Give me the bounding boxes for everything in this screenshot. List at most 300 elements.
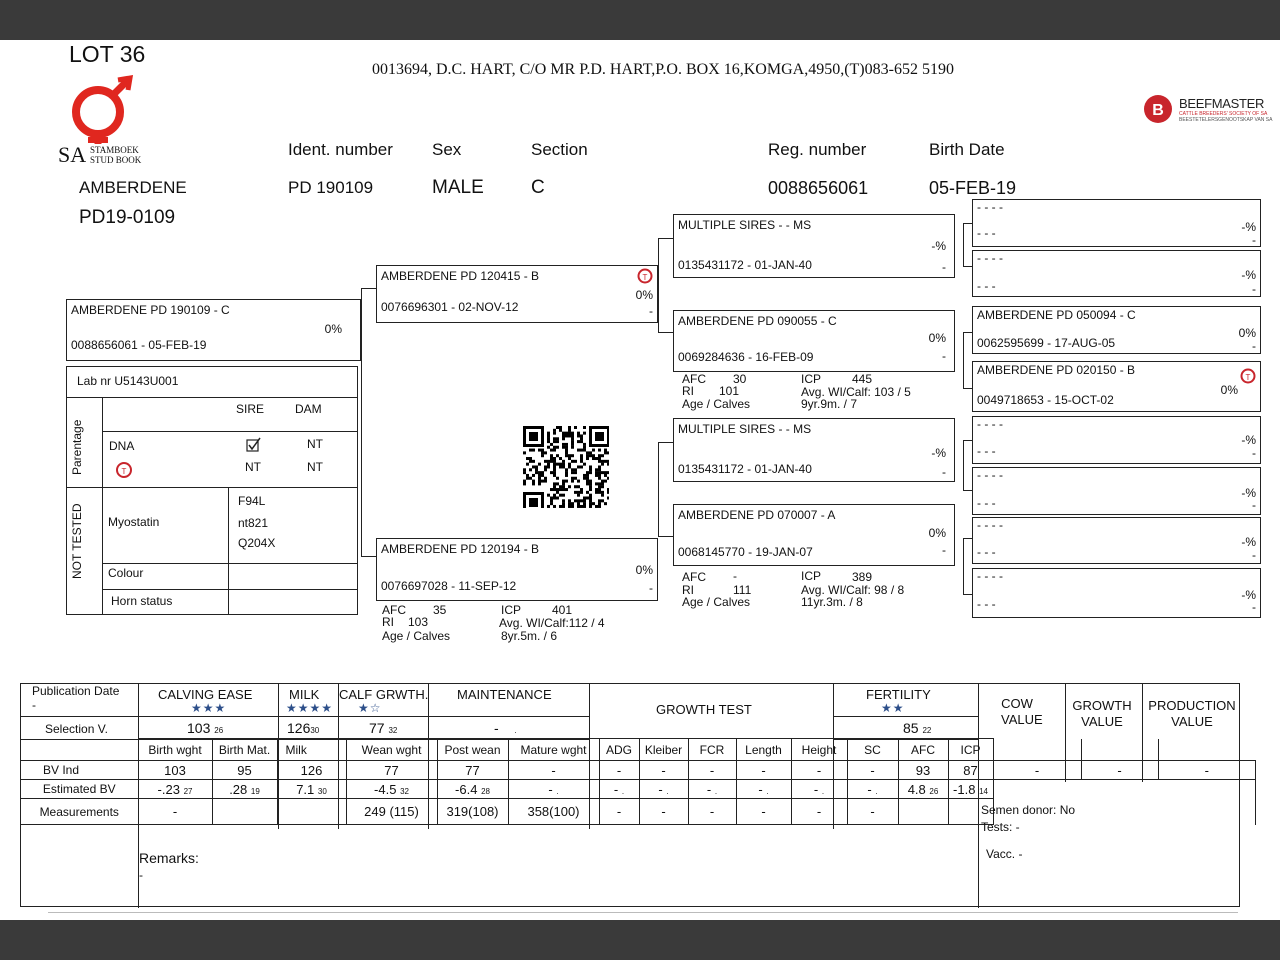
bv-ind-value-cell: - bbox=[1081, 761, 1158, 780]
est-accuracy: . bbox=[666, 786, 669, 796]
ds-pct: -% bbox=[931, 446, 946, 460]
top-bar bbox=[0, 0, 1280, 40]
est-value: - bbox=[548, 781, 553, 797]
dam-wi: Avg. WI/Calf:112 / 4 bbox=[499, 616, 605, 630]
connector bbox=[963, 538, 972, 539]
sd-age-label: Age / Calves bbox=[682, 397, 751, 411]
not-tested-label: NOT TESTED bbox=[70, 503, 84, 579]
dd-age: 11yr.3m. / 8 bbox=[801, 595, 863, 609]
connector bbox=[658, 332, 673, 333]
connector bbox=[361, 288, 377, 289]
sd-icp: 445 bbox=[852, 372, 873, 386]
connector bbox=[658, 442, 659, 536]
ss-name: MULTIPLE SIRES - - MS bbox=[678, 218, 812, 232]
pedigree-self bbox=[66, 299, 361, 361]
dd-wi: Avg. WI/Calf: 98 / 8 bbox=[801, 583, 905, 597]
dd-afc-label: AFC bbox=[682, 570, 706, 584]
studbook-text: STUD BOOK bbox=[90, 155, 142, 165]
g3-pct: -% bbox=[1241, 535, 1256, 549]
parentage-label: Parentage bbox=[70, 419, 84, 475]
bv-ind-value-cell: - bbox=[993, 761, 1081, 780]
col-length: Length bbox=[736, 739, 791, 761]
sel-fert-acc: 22 bbox=[922, 726, 932, 735]
est-cell bbox=[212, 780, 277, 799]
dam-ri: 103 bbox=[408, 615, 429, 629]
est-accuracy: 32 bbox=[400, 786, 409, 796]
measurement-cell: - bbox=[138, 799, 212, 825]
pedigree-sire-dam bbox=[673, 310, 955, 372]
col-wean-wght: Wean wght bbox=[346, 739, 437, 761]
tests: Tests: - bbox=[981, 820, 1020, 834]
est-value: -6.4 bbox=[455, 781, 478, 797]
est-cell bbox=[346, 780, 437, 799]
pedigree-g3-3 bbox=[972, 306, 1261, 354]
dna-label: DNA bbox=[109, 439, 135, 453]
remarks-label: Remarks: bbox=[139, 850, 199, 866]
g3-reg: - - - bbox=[977, 597, 996, 611]
sel-calf-acc: 32 bbox=[388, 726, 398, 735]
g3-pct: 0% bbox=[1220, 383, 1238, 397]
stamboek-text: STAMBOEK bbox=[90, 145, 139, 155]
sd-ri: 101 bbox=[719, 384, 740, 398]
selection-label: Selection V. bbox=[45, 722, 108, 736]
bv-ind-cell: - bbox=[688, 761, 736, 780]
section-label: Section bbox=[531, 140, 588, 159]
connector bbox=[963, 594, 972, 595]
sel-fert bbox=[903, 720, 931, 736]
colour-label: Colour bbox=[108, 566, 144, 580]
sel-maint bbox=[494, 720, 516, 736]
bv-ind-cell: 93 bbox=[898, 761, 948, 780]
bv-ind-cell: 103 bbox=[138, 761, 212, 780]
est-value: - bbox=[813, 781, 819, 797]
col-icp: ICP bbox=[948, 739, 993, 761]
gt-icon bbox=[637, 268, 653, 284]
pedigree-g3-7 bbox=[972, 517, 1261, 564]
est-cell bbox=[599, 780, 639, 799]
connector bbox=[963, 332, 972, 333]
connector bbox=[658, 536, 673, 537]
dam-afc-label: AFC bbox=[382, 603, 406, 617]
birth-label: Birth Date bbox=[929, 140, 1005, 159]
ident-label: Ident. number bbox=[288, 140, 393, 159]
fertility-label: FERTILITY bbox=[866, 687, 931, 702]
sa-studbook-logo bbox=[58, 74, 162, 167]
growth-value-label: GROWTH VALUE bbox=[1072, 698, 1132, 729]
est-value: -1.8 bbox=[953, 781, 976, 797]
myo-value-2: nt821 bbox=[238, 516, 269, 530]
svg-text:T: T bbox=[121, 467, 127, 476]
divider bbox=[67, 487, 357, 488]
g3-pct: -% bbox=[1241, 433, 1256, 447]
blank-cell bbox=[1158, 739, 1256, 761]
dam-icp-label: ICP bbox=[501, 603, 522, 617]
col-milk: Milk bbox=[277, 739, 346, 761]
connector bbox=[658, 442, 673, 443]
est-cell bbox=[437, 780, 508, 799]
est-cell bbox=[508, 780, 599, 799]
dna-dam: NT bbox=[307, 437, 323, 451]
dam-icp: 401 bbox=[552, 603, 573, 617]
connector bbox=[361, 556, 377, 557]
est-value: - bbox=[658, 781, 663, 797]
dam-ri-label: RI bbox=[382, 615, 394, 629]
est-accuracy: . bbox=[875, 786, 878, 796]
sire-reg: 0076696301 - 02-NOV-12 bbox=[381, 300, 519, 314]
myostatin-label: Myostatin bbox=[108, 515, 160, 529]
sa-text: SA bbox=[58, 142, 87, 167]
bv-ind-cell: - bbox=[599, 761, 639, 780]
sel-milk-acc: 30 bbox=[310, 726, 320, 735]
ss-dash: - bbox=[942, 260, 946, 274]
g3-name: - - - - bbox=[977, 417, 1003, 431]
remarks-value: - bbox=[139, 868, 143, 882]
est-accuracy: 19 bbox=[250, 786, 260, 796]
g3-reg: - - - bbox=[977, 496, 996, 510]
est-accuracy: . bbox=[556, 786, 559, 796]
g3-pct: -% bbox=[1241, 486, 1256, 500]
measurement-cell: - bbox=[639, 799, 688, 825]
g3-name: AMBERDENE PD 020150 - B bbox=[977, 363, 1136, 377]
dd-pct: 0% bbox=[928, 526, 946, 540]
connector bbox=[963, 388, 972, 389]
est-cell bbox=[791, 780, 847, 799]
divider bbox=[102, 563, 357, 564]
measurement-cell: - bbox=[599, 799, 639, 825]
g3-dash: - bbox=[1252, 600, 1256, 614]
connector bbox=[963, 538, 964, 594]
beefmaster-logo bbox=[1143, 92, 1273, 128]
g3-dash: - bbox=[1252, 446, 1256, 460]
g3-dash: - bbox=[1252, 233, 1256, 247]
beefmaster-name: BEEFMASTER bbox=[1179, 96, 1265, 111]
sd-reg: 0069284636 - 16-FEB-09 bbox=[678, 350, 814, 364]
myo-value-1: F94L bbox=[238, 494, 266, 508]
sel-fert-value: 85 bbox=[903, 720, 919, 736]
est-value: -4.5 bbox=[374, 781, 397, 797]
sex-value: MALE bbox=[432, 177, 484, 198]
g3-reg: - - - bbox=[977, 545, 996, 559]
dd-ri: 111 bbox=[733, 583, 752, 597]
semen-donor: Semen donor: No bbox=[981, 803, 1076, 817]
divider bbox=[138, 716, 589, 717]
connector bbox=[361, 288, 362, 556]
bv-ind-cell: 77 bbox=[346, 761, 437, 780]
bv-ind-value-cell: - bbox=[1158, 761, 1256, 780]
est-value: - bbox=[758, 781, 763, 797]
dd-name: AMBERDENE PD 070007 - A bbox=[678, 508, 836, 522]
g3-pct: -% bbox=[1241, 268, 1256, 282]
sire-col: SIRE bbox=[236, 402, 265, 416]
sire-dash: - bbox=[649, 304, 653, 318]
lot-number: LOT 36 bbox=[69, 41, 146, 67]
col-birth-wght: Birth wght bbox=[138, 739, 212, 761]
estimated-bv-label: Estimated BV bbox=[21, 780, 139, 799]
connector bbox=[963, 490, 972, 491]
dd-afc: - bbox=[733, 569, 737, 583]
col-sc: SC bbox=[847, 739, 898, 761]
measurement-cell bbox=[277, 799, 346, 825]
est-accuracy: 26 bbox=[929, 786, 939, 796]
sel-milk bbox=[287, 720, 319, 736]
sd-name: AMBERDENE PD 090055 - C bbox=[678, 314, 837, 328]
dam-age-label: Age / Calves bbox=[382, 629, 451, 643]
dam-afc: 35 bbox=[433, 603, 447, 617]
ds-reg: 0135431172 - 01-JAN-40 bbox=[678, 462, 812, 476]
sel-calf-value: 77 bbox=[369, 720, 385, 736]
measurement-cell: 249 (115) bbox=[346, 799, 437, 825]
dd-dash: - bbox=[942, 543, 946, 557]
milk-stars: ★★★★ bbox=[286, 701, 334, 715]
estimated-bv-row bbox=[21, 780, 1256, 799]
sel-calf bbox=[369, 720, 397, 736]
bottom-bar bbox=[0, 920, 1280, 960]
connector bbox=[963, 332, 964, 388]
footer-rule bbox=[48, 912, 1238, 913]
blank-cell bbox=[1081, 739, 1158, 761]
g3-name: AMBERDENE PD 050094 - C bbox=[977, 308, 1136, 322]
bv-ind-cell: 87 bbox=[948, 761, 993, 780]
est-cell bbox=[688, 780, 736, 799]
sd-afc-label: AFC bbox=[682, 372, 706, 386]
est-value: - bbox=[706, 781, 712, 797]
connector bbox=[963, 266, 972, 267]
blank-cell bbox=[993, 780, 1256, 799]
qr-code[interactable] bbox=[523, 426, 609, 508]
bv-ind-cell: - bbox=[847, 761, 898, 780]
sel-maint-acc: . bbox=[514, 726, 517, 735]
col-fcr: FCR bbox=[688, 739, 736, 761]
sd-pct: 0% bbox=[928, 331, 946, 345]
est-value: -.23 bbox=[157, 781, 180, 797]
bv-ind-cell: - bbox=[508, 761, 599, 780]
col-kleiber: Kleiber bbox=[639, 739, 688, 761]
divider bbox=[102, 431, 357, 432]
reg-value: 0088656061 bbox=[768, 178, 869, 198]
gt-icon bbox=[1240, 368, 1256, 384]
row2-dam: NT bbox=[307, 460, 323, 474]
calving-stars: ★★★ bbox=[191, 701, 227, 715]
pedigree-g3-8 bbox=[972, 568, 1261, 618]
stud-symbol-icon bbox=[68, 74, 138, 144]
svg-text:T: T bbox=[642, 273, 648, 282]
pedigree-g3-6 bbox=[972, 467, 1261, 515]
divider bbox=[102, 397, 103, 614]
col-birth-mat: Birth Mat. bbox=[212, 739, 277, 761]
sel-calving-acc: 26 bbox=[214, 726, 224, 735]
dd-icp: 389 bbox=[852, 570, 873, 584]
blank-cell bbox=[21, 739, 139, 761]
col-adg: ADG bbox=[599, 739, 639, 761]
g3-name: - - - - bbox=[977, 200, 1003, 214]
sd-icp-label: ICP bbox=[801, 372, 822, 386]
calf-growth-label: CALF GRWTH. bbox=[339, 687, 429, 702]
col-height: Height bbox=[791, 739, 847, 761]
measurements-label: Measurements bbox=[21, 799, 139, 825]
connector bbox=[963, 223, 972, 224]
vacc: Vacc. - bbox=[986, 847, 1023, 861]
measurement-cell: - bbox=[847, 799, 898, 825]
dam-pct: 0% bbox=[635, 563, 653, 577]
est-value: - bbox=[867, 781, 872, 797]
est-accuracy: . bbox=[766, 786, 769, 796]
column-header-row bbox=[21, 739, 1256, 761]
herd-name: AMBERDENE bbox=[79, 178, 187, 197]
bv-ind-row bbox=[21, 761, 1256, 780]
est-accuracy: . bbox=[821, 786, 825, 796]
est-value: 7.1 bbox=[296, 781, 315, 797]
cow-value-label: COW VALUE bbox=[1001, 696, 1043, 727]
dd-ri-label: RI bbox=[682, 583, 694, 597]
measurement-cell: - bbox=[791, 799, 847, 825]
divider bbox=[67, 397, 357, 398]
calving-ease-label: CALVING EASE bbox=[158, 687, 253, 702]
sel-maint-value: - bbox=[494, 720, 499, 736]
sel-calving-value: 103 bbox=[187, 720, 211, 736]
checkbox-checked-icon bbox=[246, 437, 262, 453]
pub-date-value: - bbox=[32, 698, 36, 712]
connector bbox=[658, 238, 673, 239]
lab-results bbox=[66, 366, 358, 615]
certificate-page bbox=[0, 40, 1280, 920]
lab-nr: Lab nr U5143U001 bbox=[77, 374, 179, 388]
breeder-info: 0013694, D.C. HART, C/O MR P.D. HART,P.O. BOX 16,KOMGA,4950,(T)083-652 5190 bbox=[372, 61, 954, 78]
g3-dash: - bbox=[1252, 339, 1256, 353]
g3-reg: - - - bbox=[977, 226, 996, 240]
ident-value: PD 190109 bbox=[288, 178, 374, 197]
g3-name: - - - - bbox=[977, 569, 1003, 583]
dd-icp-label: ICP bbox=[801, 569, 822, 583]
divider bbox=[102, 589, 357, 590]
dam-age: 8yr.5m. / 6 bbox=[501, 629, 558, 643]
est-accuracy: 27 bbox=[183, 786, 193, 796]
svg-text:B: B bbox=[1152, 102, 1164, 119]
beefmaster-tagline-af: BEESTETELERSGENOOTSKAP VAN SA bbox=[1179, 117, 1273, 123]
g3-name: - - - - bbox=[977, 518, 1003, 532]
est-cell bbox=[138, 780, 212, 799]
est-cell bbox=[736, 780, 791, 799]
dam-reg: 0076697028 - 11-SEP-12 bbox=[381, 579, 517, 593]
pedigree-sire-sire bbox=[673, 214, 955, 278]
g3-dash: - bbox=[1252, 548, 1256, 562]
beefmaster-b-icon bbox=[1143, 94, 1173, 124]
gt-icon bbox=[115, 461, 133, 479]
svg-text:T: T bbox=[1245, 373, 1251, 382]
col-post-wean: Post wean bbox=[437, 739, 508, 761]
connector bbox=[963, 440, 964, 490]
est-cell bbox=[898, 780, 948, 799]
g3-pct: -% bbox=[1241, 588, 1256, 602]
est-cell bbox=[277, 780, 346, 799]
col-afc: AFC bbox=[898, 739, 948, 761]
calf-stars: ★☆ bbox=[358, 701, 382, 715]
est-value: .28 bbox=[229, 781, 248, 797]
col-mature-wght: Mature wght bbox=[508, 739, 599, 761]
sd-wi: Avg. WI/Calf: 103 / 5 bbox=[801, 385, 911, 399]
ds-name: MULTIPLE SIRES - - MS bbox=[678, 422, 812, 436]
g3-pct: 0% bbox=[1238, 326, 1256, 340]
est-cell bbox=[948, 780, 993, 799]
dam-col: DAM bbox=[295, 402, 322, 416]
measurement-cell: - bbox=[688, 799, 736, 825]
bv-ind-cell: - bbox=[639, 761, 688, 780]
ss-reg: 0135431172 - 01-JAN-40 bbox=[678, 258, 812, 272]
pedigree-g3-5 bbox=[972, 416, 1261, 464]
beefmaster-tagline: CATTLE BREEDERS' SOCIETY OF SA bbox=[1179, 111, 1268, 117]
connector bbox=[658, 238, 659, 332]
sire-pct: 0% bbox=[635, 288, 653, 302]
horn-label: Horn status bbox=[111, 594, 173, 608]
g3-reg: 0049718653 - 15-OCT-02 bbox=[977, 393, 1114, 407]
bv-ind-cell: - bbox=[791, 761, 847, 780]
growth-test-label: GROWTH TEST bbox=[656, 702, 752, 717]
blank-cell bbox=[993, 739, 1081, 761]
sd-age: 9yr.9m. / 7 bbox=[801, 397, 858, 411]
animal-code: PD19-0109 bbox=[79, 207, 176, 228]
ss-pct: -% bbox=[931, 239, 946, 253]
birth-value: 05-FEB-19 bbox=[929, 178, 1017, 198]
connector bbox=[963, 223, 964, 266]
sel-calving bbox=[187, 720, 223, 736]
ds-dash: - bbox=[942, 465, 946, 479]
g3-dash: - bbox=[1252, 498, 1256, 512]
sd-ri-label: RI bbox=[682, 384, 694, 398]
est-accuracy: . bbox=[621, 786, 625, 796]
est-value: 4.8 bbox=[907, 781, 926, 797]
divider bbox=[228, 487, 229, 614]
myo-value-3: Q204X bbox=[238, 536, 276, 550]
bv-ind-cell: - bbox=[736, 761, 791, 780]
est-cell bbox=[639, 780, 688, 799]
bv-ind-label: BV Ind bbox=[21, 761, 139, 780]
measurement-cell: 358(100) bbox=[508, 799, 599, 825]
est-accuracy: . bbox=[714, 786, 718, 796]
measurement-cell bbox=[212, 799, 277, 825]
pedigree-g3-1 bbox=[972, 199, 1261, 247]
pedigree-g3-2 bbox=[972, 250, 1261, 297]
g3-reg: 0062595699 - 17-AUG-05 bbox=[977, 336, 1116, 350]
sex-label: Sex bbox=[432, 140, 462, 159]
sire-name: AMBERDENE PD 120415 - B bbox=[381, 269, 540, 283]
section-value: C bbox=[531, 177, 545, 198]
g3-pct: -% bbox=[1241, 220, 1256, 234]
measurement-cell bbox=[898, 799, 948, 825]
measurement-cell: - bbox=[736, 799, 791, 825]
production-value-label: PRODUCTION VALUE bbox=[1148, 698, 1236, 729]
est-accuracy: 30 bbox=[317, 786, 327, 796]
est-accuracy: 14 bbox=[979, 786, 988, 796]
maintenance-label: MAINTENANCE bbox=[457, 687, 552, 702]
g3-reg: - - - bbox=[977, 444, 996, 458]
est-accuracy: 28 bbox=[481, 786, 490, 796]
bv-ind-cell: 77 bbox=[437, 761, 508, 780]
sel-milk-value: 126 bbox=[287, 720, 311, 736]
pedigree-dam-dam bbox=[673, 504, 955, 566]
connector bbox=[963, 440, 972, 441]
g3-name: - - - - bbox=[977, 251, 1003, 265]
pedigree-dam-sire bbox=[673, 418, 955, 482]
bv-ind-cell: 95 bbox=[212, 761, 277, 780]
milk-label: MILK bbox=[289, 687, 320, 702]
measurement-cell: 319(108) bbox=[437, 799, 508, 825]
reg-label: Reg. number bbox=[768, 140, 867, 159]
divider bbox=[833, 716, 978, 717]
divider bbox=[21, 716, 138, 717]
row2-sire: NT bbox=[245, 460, 261, 474]
self-reg: 0088656061 - 05-FEB-19 bbox=[71, 338, 207, 352]
bv-ind-cell: 126 bbox=[277, 761, 346, 780]
dd-reg: 0068145770 - 19-JAN-07 bbox=[678, 545, 813, 559]
